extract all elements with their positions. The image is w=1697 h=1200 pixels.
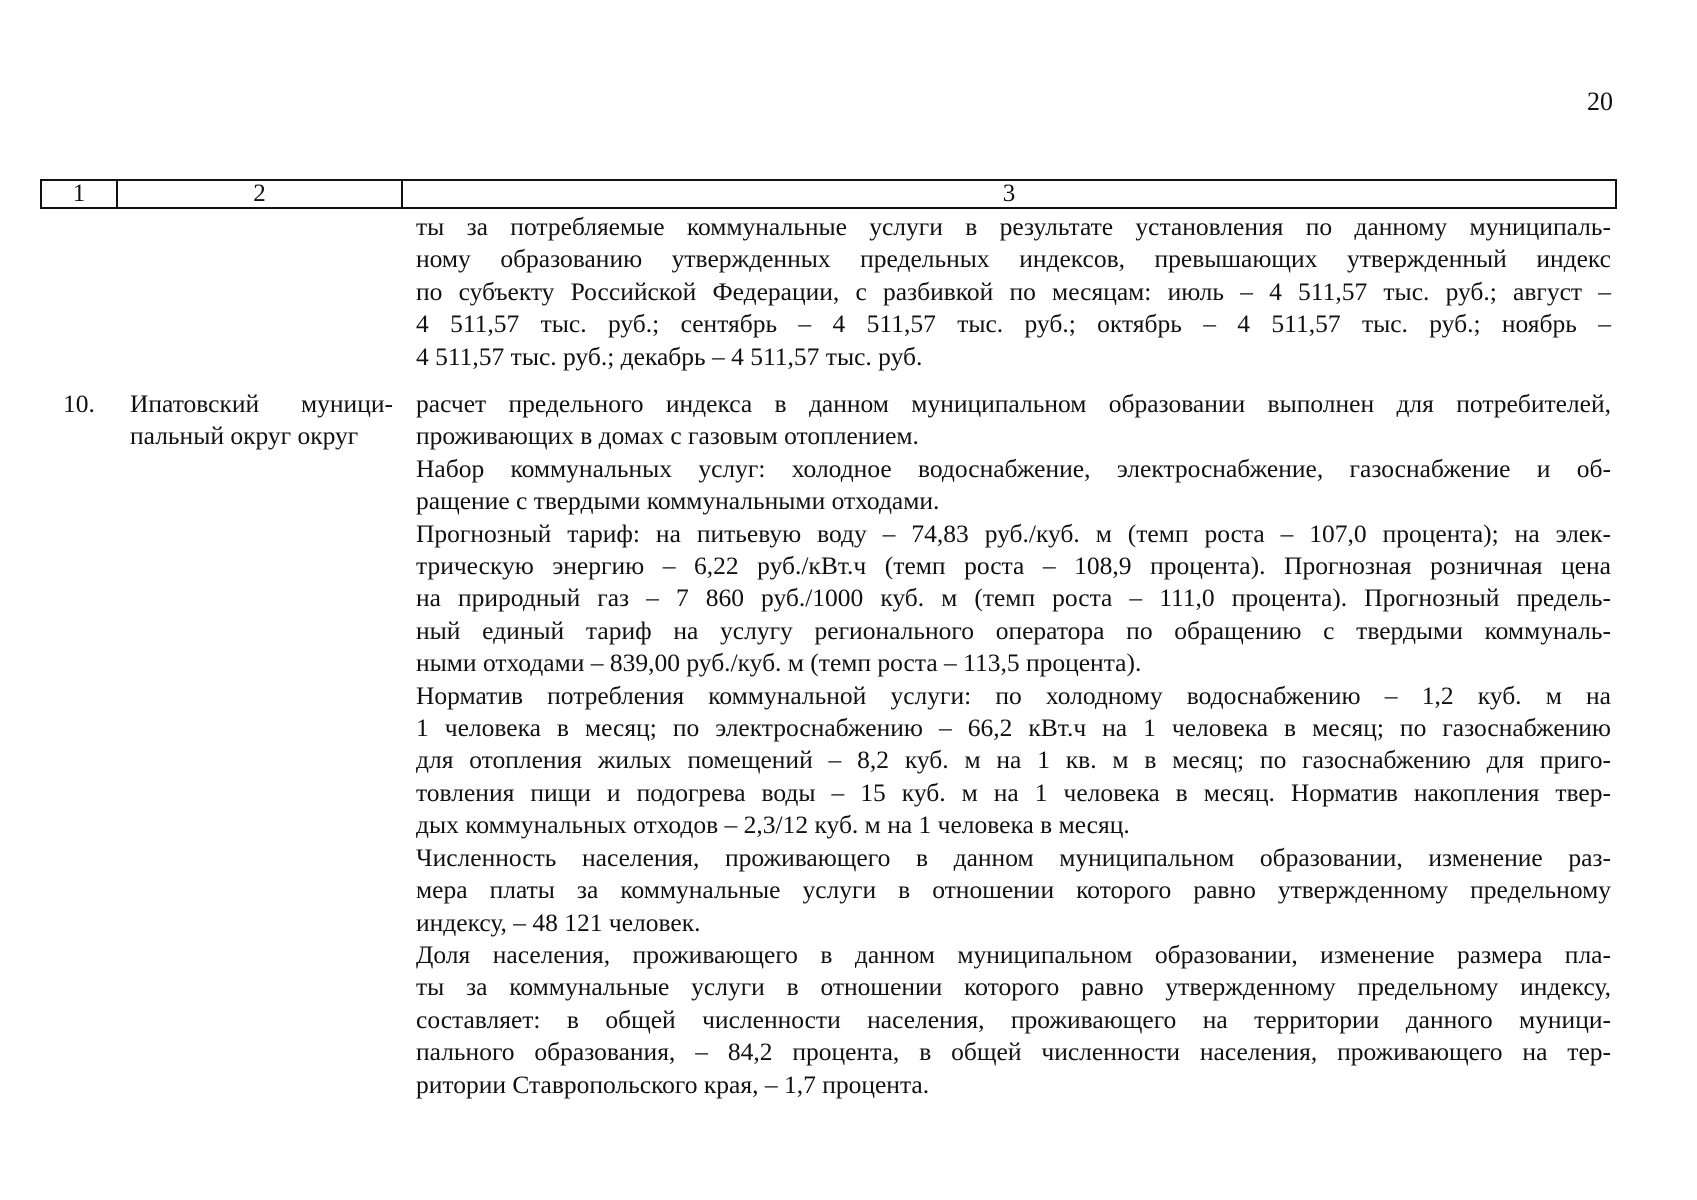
text-line: 1 человека в месяц; по электроснабжению – 66,2 кВт.ч на 1 человека в месяц; по газоснабжению <box>416 713 1611 743</box>
paragraph-services <box>416 453 1611 518</box>
text-line: ты за потребляемые коммунальные услуги в результате установления по данному муниципаль- <box>416 212 1611 241</box>
table-header-col-3: 3 <box>1002 180 1016 207</box>
text-line: ными отходами – 839,00 руб./куб. м (темп роста – 113,5 процента). <box>416 648 1142 678</box>
text-line: расчет предельного индекса в данном муниципальном образовании выполнен для потребителей, <box>416 389 1611 418</box>
text-line: Численность населения, проживающего в данном муниципальном образовании, изменение раз- <box>416 842 1611 872</box>
text-line: пального образования, – 84,2 процента, в общей численности населения, проживающего на тер- <box>416 1037 1611 1067</box>
row-description <box>416 388 1611 1101</box>
text-line: дых коммунальных отходов – 2,3/12 куб. м на 1 человека в месяц. <box>416 810 1130 840</box>
text-line: мера платы за коммунальные услуги в отношении которого равно утвержденному предельному <box>416 875 1611 905</box>
page-number: 20 <box>1587 87 1613 116</box>
text-line: пальный округ округ <box>130 421 359 451</box>
text-line: для отопления жилых помещений – 8,2 куб. м на 1 кв. м в месяц; по газоснабжению для приго- <box>416 745 1611 775</box>
text-line: проживающих в домах с газовым отоплением. <box>416 421 919 451</box>
text-line: составляет: в общей численности населения, проживающего на территории данного муници- <box>416 1004 1611 1034</box>
text-line: ритории Ставропольского края, – 1,7 процента. <box>416 1069 930 1099</box>
text-line: Доля населения, проживающего в данном муниципальном образовании, изменение размера пла- <box>416 939 1611 969</box>
text-line: трическую энергию – 6,22 руб./кВт.ч (темп роста – 108,9 процента). Прогнозная розничная цена <box>416 551 1611 581</box>
table-header-col-2: 2 <box>118 181 403 207</box>
text-line: по субъекту Российской Федерации, с разбивкой по месяцам: июль – 4 511,57 тыс. руб.; август – <box>416 276 1611 306</box>
text-line: ный единый тариф на услугу регионального оператора по обращению с твердыми коммуналь- <box>416 615 1611 645</box>
municipality-name <box>130 388 393 453</box>
text-line: Прогнозный тариф: на питьевую воду – 74,83 руб./куб. м (темп роста – 107,0 процента); на элек- <box>416 518 1611 548</box>
text-line: ты за коммунальные услуги в отношении которого равно утвержденному предельному индексу, <box>416 972 1611 1002</box>
text-line: ращение с твердыми коммунальными отходами. <box>416 486 940 516</box>
paragraph-population <box>416 842 1611 939</box>
text-line: Ипатовский муници- <box>130 389 393 418</box>
paragraph-calculation <box>416 388 1611 453</box>
paragraph-population-share <box>416 939 1611 1101</box>
text-line: индексу, – 48 121 человек. <box>416 907 701 937</box>
text-line: Норматив потребления коммунальной услуги: по холодному водоснабжению – 1,2 куб. м на <box>416 680 1611 710</box>
text-line: на природный газ – 7 860 руб./1000 куб. м (темп роста – 111,0 процента). Прогнозный предель- <box>416 583 1611 613</box>
text-line: Набор коммунальных услуг: холодное водоснабжение, электроснабжение, газоснабжение и об- <box>416 453 1611 483</box>
paragraph-tariffs <box>416 518 1611 680</box>
text-line: 4 511,57 тыс. руб.; сентябрь – 4 511,57 тыс. руб.; октябрь – 4 511,57 тыс. руб.; ноябрь – <box>416 309 1611 339</box>
text-line: 4 511,57 тыс. руб.; декабрь – 4 511,57 тыс. руб. <box>416 341 923 371</box>
text-line: ному образованию утвержденных предельных индексов, превышающих утвержденный индекс <box>416 244 1611 274</box>
table-header-row <box>40 179 1617 209</box>
row-number: 10. <box>63 389 95 418</box>
text-line: товления пищи и подогрева воды – 15 куб. м на 1 человека в месяц. Норматив накопления твер- <box>416 777 1611 807</box>
table-header-col-1: 1 <box>42 181 118 207</box>
paragraph-norms <box>416 680 1611 842</box>
continuation-text <box>416 211 1611 373</box>
